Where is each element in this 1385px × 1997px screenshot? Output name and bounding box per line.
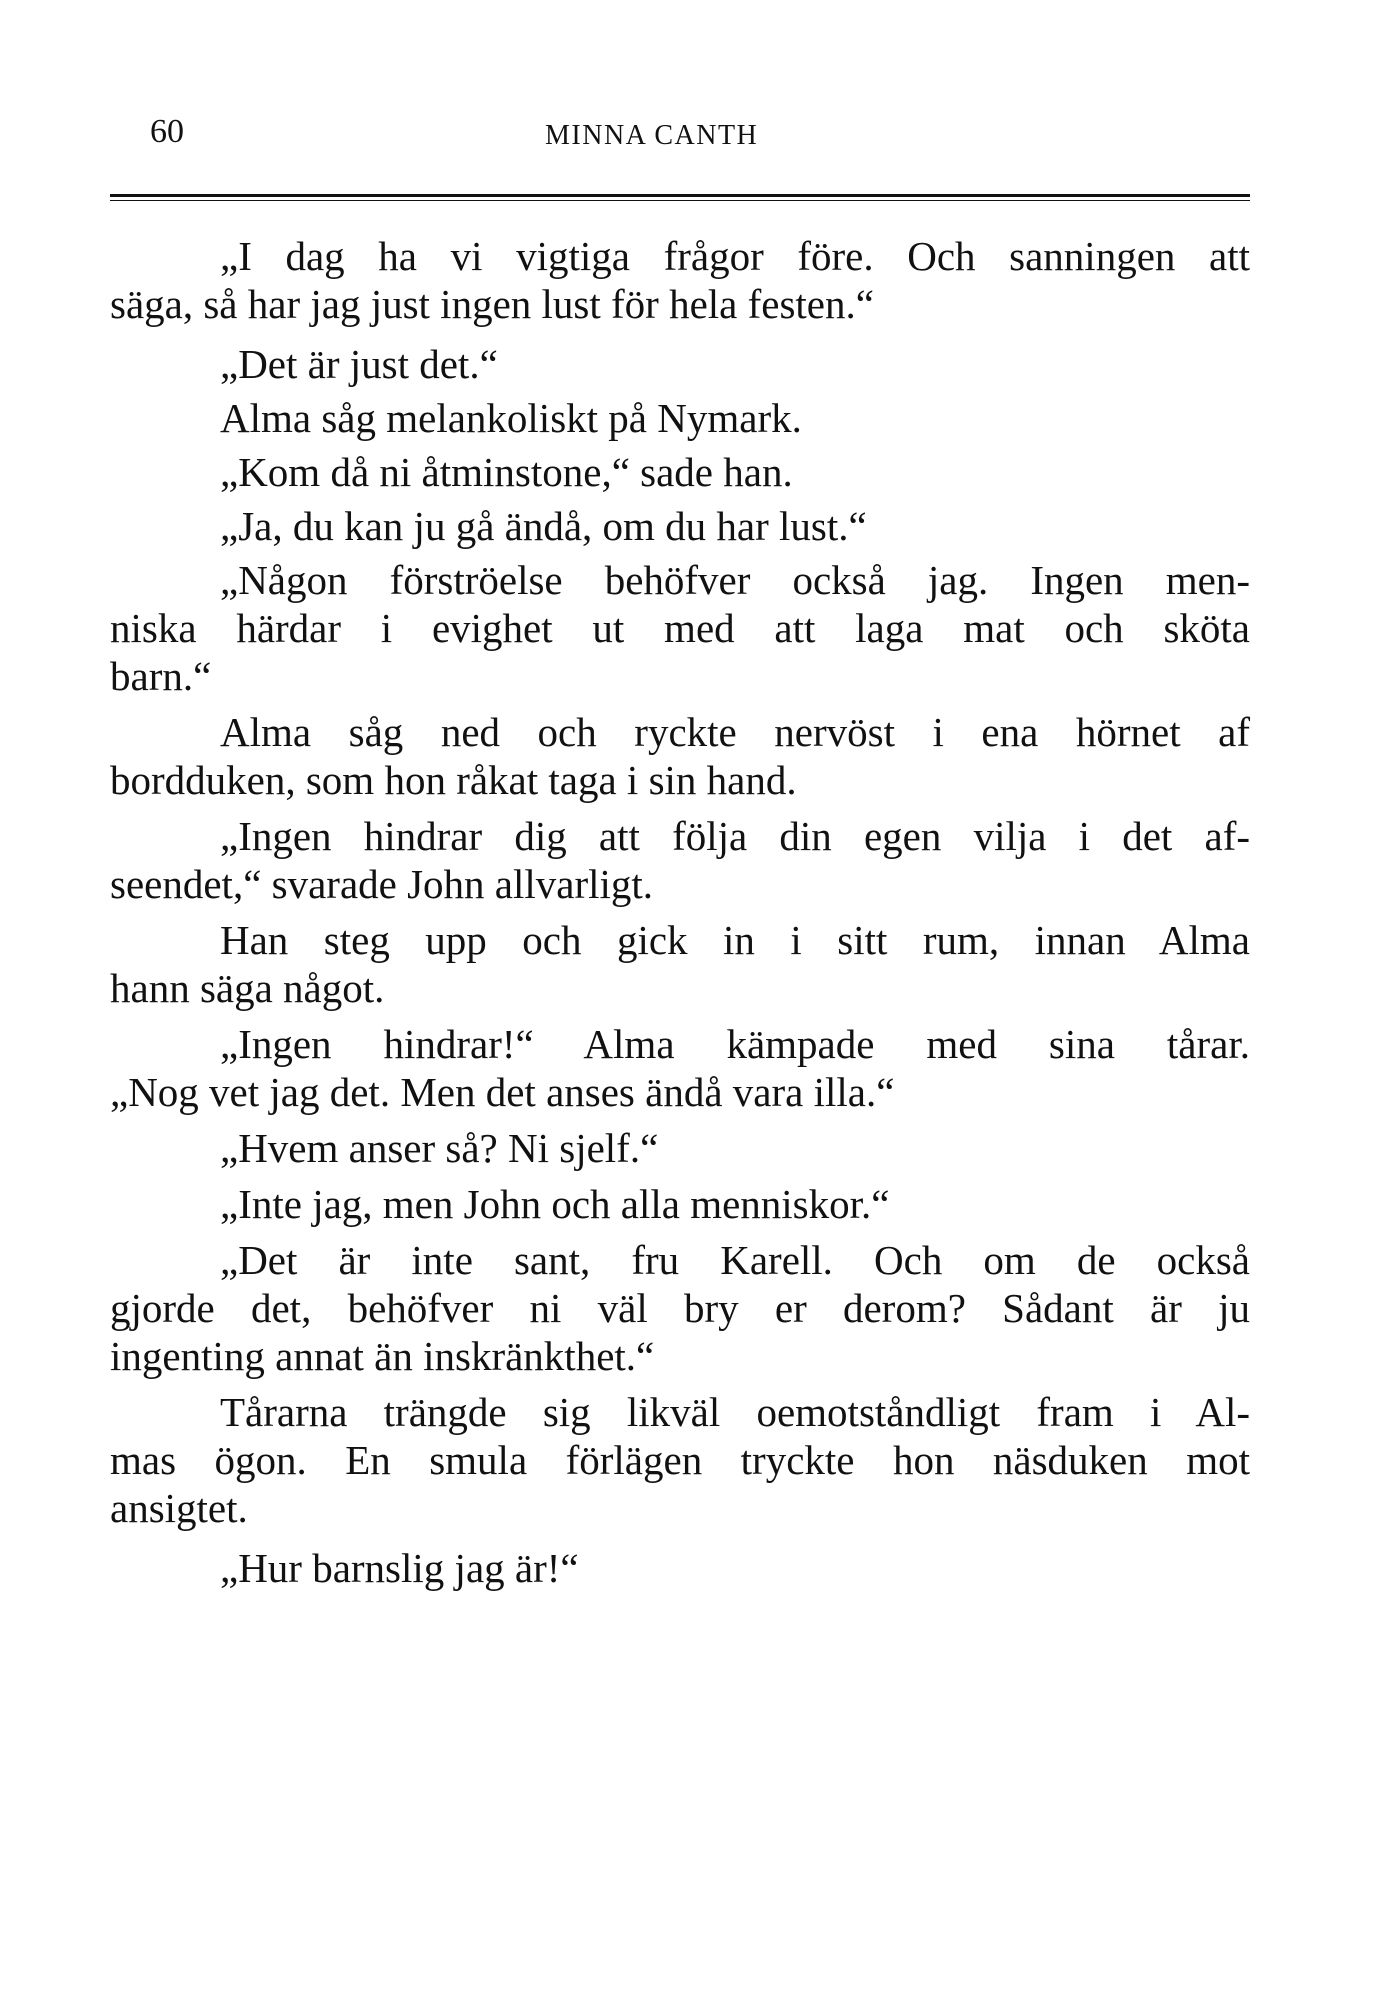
header-rule-thin xyxy=(110,200,1250,201)
text-line: bordduken, som hon råkat taga i sin hand. xyxy=(110,757,797,803)
text-line: Alma såg melankoliskt på Nymark. xyxy=(220,395,802,441)
text-line: Han steg upp och gick in i sitt rum, innan Alma xyxy=(220,917,1250,963)
text-line: Alma såg ned och ryckte nervöst i ena hörnet af xyxy=(220,709,1250,755)
text-line: „Ingen hindrar!“ Alma kämpade med sina tårar. xyxy=(220,1021,1250,1067)
text-line: „Inte jag, men John och alla menniskor.“ xyxy=(220,1181,890,1227)
text-line: „Hvem anser så? Ni sjelf.“ xyxy=(220,1125,659,1171)
text-line: ingenting annat än inskränkthet.“ xyxy=(110,1333,655,1379)
text-line: „Det är inte sant, fru Karell. Och om de också xyxy=(220,1237,1250,1283)
text-line: seendet,“ svarade John allvarligt. xyxy=(110,861,654,907)
text-line: „Kom då ni åtminstone,“ sade han. xyxy=(220,449,793,495)
text-line: „Ingen hindrar dig att följa din egen vilja i det af- xyxy=(220,813,1250,859)
header-rule xyxy=(110,194,1250,197)
text-line: hann säga något. xyxy=(110,965,385,1011)
text-line: „I dag ha vi vigtiga frågor före. Och sanningen att xyxy=(220,233,1250,279)
text-line: „Hur barnslig jag är!“ xyxy=(220,1545,579,1591)
text-line: niska härdar i evighet ut med att laga mat och sköta xyxy=(110,605,1250,651)
text-line: säga, så har jag just ingen lust för hela festen.“ xyxy=(110,281,874,327)
text-line: barn.“ xyxy=(110,653,212,699)
text-line: „Nog vet jag det. Men det anses ändå vara illa.“ xyxy=(110,1069,895,1115)
running-head: MINNA CANTH xyxy=(545,120,759,151)
text-line: mas ögon. En smula förlägen tryckte hon näsduken mot xyxy=(110,1437,1250,1483)
text-line: „Ja, du kan ju gå ändå, om du har lust.“ xyxy=(220,503,867,549)
text-line: Tårarna trängde sig likväl oemotståndligt fram i Al- xyxy=(220,1389,1250,1435)
text-line: gjorde det, behöfver ni väl bry er derom? Sådant är ju xyxy=(110,1285,1250,1331)
text-line: „Någon förströelse behöfver också jag. Ingen men- xyxy=(220,557,1250,603)
text-line: „Det är just det.“ xyxy=(220,341,498,387)
page-number: 60 xyxy=(150,113,184,150)
text-line: ansigtet. xyxy=(110,1485,248,1531)
